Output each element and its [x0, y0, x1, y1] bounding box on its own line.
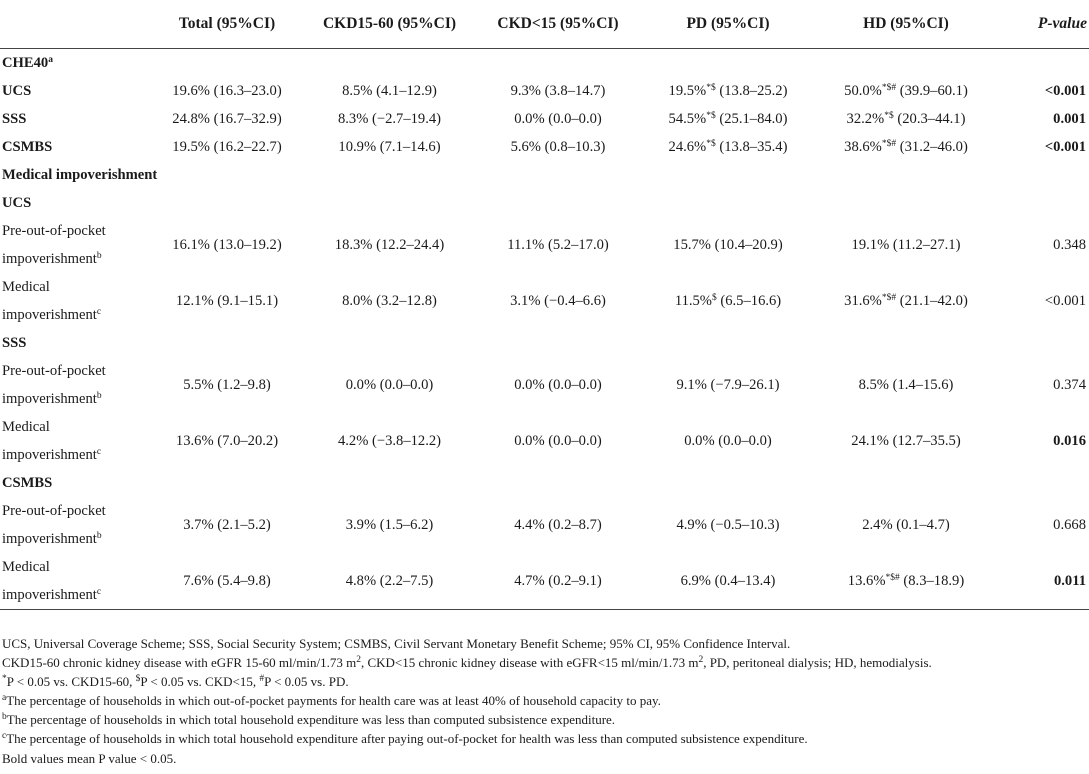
subsection-sss: SSS: [2, 334, 27, 351]
table-row: [0, 497, 1089, 553]
subsection-row: [0, 469, 1089, 497]
cell-total: [147, 357, 307, 413]
cell-text: 5.5% (1.2–9.8): [183, 377, 271, 393]
row-label-text: impoverishment: [2, 391, 97, 407]
row-label-line: Pre-out-of-pocket: [2, 363, 106, 379]
sig-mark: *$: [706, 138, 716, 149]
cell-ckd15: 0.0% (0.0–0.0): [514, 110, 602, 127]
footnote-text: The percentage of households in which total household expenditure after paying out-of-pocket for health was less than computed subsistence expenditure.: [6, 731, 808, 747]
cell-ci: (21.1–42.0): [896, 293, 968, 309]
row-label: [0, 497, 147, 553]
cell-p-value: [1000, 273, 1089, 329]
cell-text: 0.011: [1053, 573, 1086, 589]
cell-total: [147, 497, 307, 553]
footnote-abbrev-2: [2, 653, 932, 672]
cell-ci: (13.8–25.2): [715, 82, 788, 99]
row-label-line: [2, 581, 147, 609]
section-row: [0, 161, 1089, 189]
cell-text: 4.2% (−3.8–12.2): [337, 433, 442, 449]
cell-total: 24.8% (16.7–32.9): [172, 110, 282, 127]
row-label-line: [2, 385, 147, 413]
row-label-line: [2, 301, 147, 329]
cell-total: [147, 413, 307, 469]
row-label-line: Medical: [2, 279, 50, 295]
table-row: [0, 553, 1089, 610]
cell-hd: [812, 105, 1000, 133]
cell-ci: (6.5–16.6): [716, 293, 782, 309]
cell-ckd15-60: [307, 357, 472, 413]
table-row: [0, 133, 1089, 161]
cell-text: <0.001: [1044, 293, 1086, 309]
cell-pd: [644, 273, 812, 329]
cell-value: 13.6%: [847, 573, 886, 589]
cell-hd: [812, 357, 1000, 413]
header-pd: PD (95%CI): [644, 0, 812, 49]
header-blank: [0, 0, 147, 49]
row-label-text: impoverishment: [2, 447, 97, 463]
cell-ci: (20.3–44.1): [893, 110, 966, 127]
cell-value: 31.6%: [844, 293, 882, 309]
superscript: *: [2, 674, 7, 685]
cell-p-value: [1000, 357, 1089, 413]
footnote-text: P < 0.05 vs. CKD15-60,: [6, 674, 136, 690]
cell-ckd15: [472, 357, 644, 413]
cell-ckd15: [472, 413, 644, 469]
footnote-mark: b: [96, 531, 102, 541]
cell-ckd15-60: 8.3% (−2.7–19.4): [337, 110, 442, 127]
footnote-mark: a: [48, 54, 53, 65]
table-row: [0, 105, 1089, 133]
row-label: [0, 357, 147, 413]
cell-pd: [644, 217, 812, 273]
cell-ckd15: [472, 497, 644, 553]
cell-pd: [644, 497, 812, 553]
cell-total: [147, 273, 307, 329]
cell-text: 0.0% (0.0–0.0): [345, 377, 434, 393]
cell-p-value: <0.001: [1044, 138, 1086, 155]
row-label-line: [2, 245, 147, 273]
table-row: [0, 77, 1089, 105]
sig-mark: *$#: [881, 82, 897, 93]
cell-ci: (8.3–18.9): [899, 573, 965, 589]
cell-text: 13.6% (7.0–20.2): [175, 433, 279, 449]
cell-ckd15: [472, 273, 644, 329]
footnote-mark: c: [96, 307, 102, 317]
cell-text: 4.9% (−0.5–10.3): [676, 517, 780, 533]
cell-text: 12.1% (9.1–15.1): [175, 293, 279, 309]
section-label: [0, 49, 1089, 78]
cell-ci: (25.1–84.0): [715, 110, 788, 127]
cell-pd: [644, 413, 812, 469]
cell-text: 0.374: [1053, 377, 1086, 393]
sig-mark: *$: [706, 110, 716, 121]
cell-text: 4.7% (0.2–9.1): [514, 573, 602, 589]
cell-text: 0.016: [1053, 433, 1086, 449]
footnote-c: [2, 729, 932, 748]
footnote-a: [2, 691, 932, 710]
cell-text: 0.0% (0.0–0.0): [514, 377, 602, 393]
cell-value: 32.2%: [846, 110, 885, 127]
cell-text: 15.7% (10.4–20.9): [673, 237, 783, 253]
cell-hd: [812, 273, 1000, 329]
cell-text: 8.0% (3.2–12.8): [342, 293, 437, 309]
cell-text: 0.0% (0.0–0.0): [514, 433, 602, 449]
cell-p-value: [1000, 217, 1089, 273]
cell-text: 2.4% (0.1–4.7): [862, 517, 950, 533]
row-label: [0, 413, 147, 469]
cell-hd: [812, 217, 1000, 273]
subsection-ucs: UCS: [2, 194, 32, 211]
sig-mark: *$: [884, 110, 894, 121]
cell-total: [147, 217, 307, 273]
table-row: [0, 357, 1089, 413]
table-row: [0, 273, 1089, 329]
cell-ckd15-60: [307, 413, 472, 469]
section-che40: CHE40: [2, 54, 49, 71]
cell-text: 7.6% (5.4–9.8): [183, 573, 271, 589]
superscript: a: [2, 693, 7, 704]
sig-mark: *$#: [881, 293, 897, 303]
header-row: [0, 0, 1089, 49]
section-row: [0, 49, 1089, 78]
row-label: UCS: [2, 82, 32, 99]
sig-mark: $: [711, 293, 717, 303]
cell-hd: [812, 133, 1000, 161]
cell-total: 19.5% (16.2–22.7): [172, 138, 282, 155]
row-label-line: Medical: [2, 419, 50, 435]
cell-ckd15: 5.6% (0.8–10.3): [510, 138, 606, 155]
footnote-text: P < 0.05 vs. PD.: [264, 674, 349, 690]
row-label-line: [2, 441, 147, 469]
row-label: [0, 217, 147, 273]
row-label-line: Pre-out-of-pocket: [2, 223, 106, 239]
sig-mark: *$#: [885, 573, 900, 583]
row-label-line: [2, 525, 147, 553]
cell-hd: [812, 497, 1000, 553]
footnote-significance: [2, 672, 932, 691]
cell-ckd15: 9.3% (3.8–14.7): [510, 82, 606, 99]
footnote-bold: Bold values mean P value < 0.05.: [2, 750, 177, 766]
cell-text: 4.4% (0.2–8.7): [514, 517, 602, 533]
row-label: [0, 553, 147, 610]
cell-ci: (13.8–35.4): [715, 138, 788, 155]
cell-text: 18.3% (12.2–24.4): [334, 237, 445, 253]
cell-text: 3.9% (1.5–6.2): [345, 517, 434, 533]
row-label-text: impoverishment: [2, 251, 97, 267]
footnote-text: , CKD<15 chronic kidney disease with eGFR<15 ml/min/1.73 m: [360, 655, 699, 671]
section-impoverishment: Medical impoverishment: [2, 166, 158, 183]
cell-text: 8.5% (1.4–15.6): [858, 377, 954, 393]
footnote-mark: b: [96, 251, 102, 261]
header-ckd15: CKD<15 (95%CI): [472, 0, 644, 49]
cell-hd: [812, 553, 1000, 610]
cell-text: 0.348: [1053, 237, 1086, 253]
cell-ckd15-60: [307, 497, 472, 553]
subsection-row: [0, 329, 1089, 357]
footnote-mark: b: [96, 391, 102, 401]
cell-text: [812, 287, 1000, 315]
cell-value: 24.6%: [668, 138, 707, 155]
sig-mark: *$: [706, 82, 716, 93]
header-p-value-text: P-value: [1037, 15, 1087, 32]
footnote-text: The percentage of households in which total household expenditure was less than computed subsistence expenditure.: [6, 712, 616, 728]
cell-ci: (31.2–46.0): [896, 138, 968, 155]
cell-text: 19.1% (11.2–27.1): [851, 237, 961, 253]
cell-value: 50.0%: [844, 82, 882, 99]
cell-hd: [812, 413, 1000, 469]
row-label-line: Medical: [2, 559, 50, 575]
sig-mark: *$#: [881, 138, 897, 149]
cell-text: [812, 567, 1000, 595]
row-label: SSS: [2, 110, 27, 127]
cell-ckd15-60: [307, 217, 472, 273]
table-row: [0, 217, 1089, 273]
cell-value: 19.5%: [668, 82, 707, 99]
row-label-text: impoverishment: [2, 531, 97, 547]
cell-pd: [644, 105, 812, 133]
cell-ckd15: [472, 217, 644, 273]
table-row: [0, 413, 1089, 469]
header-p-value: [1000, 0, 1089, 49]
cell-pd: [644, 133, 812, 161]
row-label: CSMBS: [2, 138, 53, 155]
cell-text: 0.0% (0.0–0.0): [684, 433, 772, 449]
cell-ckd15-60: [307, 273, 472, 329]
cell-p-value: [1000, 497, 1089, 553]
cell-text: 6.9% (0.4–13.4): [680, 573, 776, 589]
cell-ci: (39.9–60.1): [896, 82, 968, 99]
cell-text: 3.1% (−0.4–6.6): [510, 293, 606, 309]
footnote-mark: c: [96, 447, 102, 457]
superscript: c: [2, 731, 7, 742]
cell-text: 24.1% (12.7–35.5): [851, 433, 961, 449]
row-label-text: impoverishment: [2, 587, 97, 603]
cell-ckd15: [472, 553, 644, 610]
row-label-line: Pre-out-of-pocket: [2, 503, 106, 519]
cell-p-value: [1000, 553, 1089, 610]
cell-p-value: [1000, 413, 1089, 469]
footnote-text: CKD15-60 chronic kidney disease with eGFR 15-60 ml/min/1.73 m: [2, 655, 357, 671]
cell-value: 11.5%: [674, 293, 712, 309]
row-label: [0, 273, 147, 329]
footnote-b: [2, 710, 932, 729]
superscript: 2: [356, 655, 361, 666]
cell-text: 11.1% (5.2–17.0): [507, 237, 609, 253]
cell-pd: [644, 553, 812, 610]
superscript: #: [259, 674, 265, 685]
superscript: $: [135, 674, 141, 685]
cell-p-value: 0.001: [1053, 110, 1086, 127]
table-footnotes: [2, 634, 932, 768]
footnote-text: , PD, peritoneal dialysis; HD, hemodialysis.: [703, 655, 932, 671]
cell-text: 16.1% (13.0–19.2): [172, 237, 282, 253]
cell-pd: [644, 357, 812, 413]
cell-text: 0.668: [1053, 517, 1086, 533]
cell-p-value: <0.001: [1044, 82, 1086, 99]
cell-value: 38.6%: [844, 138, 882, 155]
cell-total: 19.6% (16.3–23.0): [172, 82, 282, 99]
superscript: 2: [698, 655, 704, 666]
footnote-abbrev-1: UCS, Universal Coverage Scheme; SSS, Social Security System; CSMBS, Civil Servant Monetary Benefit Scheme; 95% CI, 95% Confidence Interval.: [2, 636, 791, 651]
superscript: b: [2, 712, 7, 723]
cell-ckd15-60: 10.9% (7.1–14.6): [338, 138, 441, 155]
cell-ckd15-60: [307, 553, 472, 610]
cell-text: 9.1% (−7.9–26.1): [676, 377, 780, 393]
cell-ckd15-60: 8.5% (4.1–12.9): [342, 82, 437, 99]
cell-value: 54.5%: [668, 110, 707, 127]
footnote-text: P < 0.05 vs. CKD<15,: [140, 674, 260, 690]
footnote-mark: c: [96, 587, 102, 597]
footnote-text: The percentage of households in which out-of-pocket payments for health care was at least 40% of household capacity to pay.: [6, 693, 661, 709]
cell-total: [147, 553, 307, 610]
cell-text: 4.8% (2.2–7.5): [345, 573, 434, 589]
cell-text: [644, 287, 812, 315]
header-hd: HD (95%CI): [812, 0, 1000, 49]
cell-pd: [644, 77, 812, 105]
subsection-row: [0, 189, 1089, 217]
row-label-text: impoverishment: [2, 307, 97, 323]
subsection-csmbs: CSMBS: [2, 474, 53, 491]
header-total: Total (95%CI): [147, 0, 307, 49]
header-ckd15-60: CKD15-60 (95%CI): [307, 0, 472, 49]
cell-hd: [812, 77, 1000, 105]
cell-text: 3.7% (2.1–5.2): [183, 517, 271, 533]
